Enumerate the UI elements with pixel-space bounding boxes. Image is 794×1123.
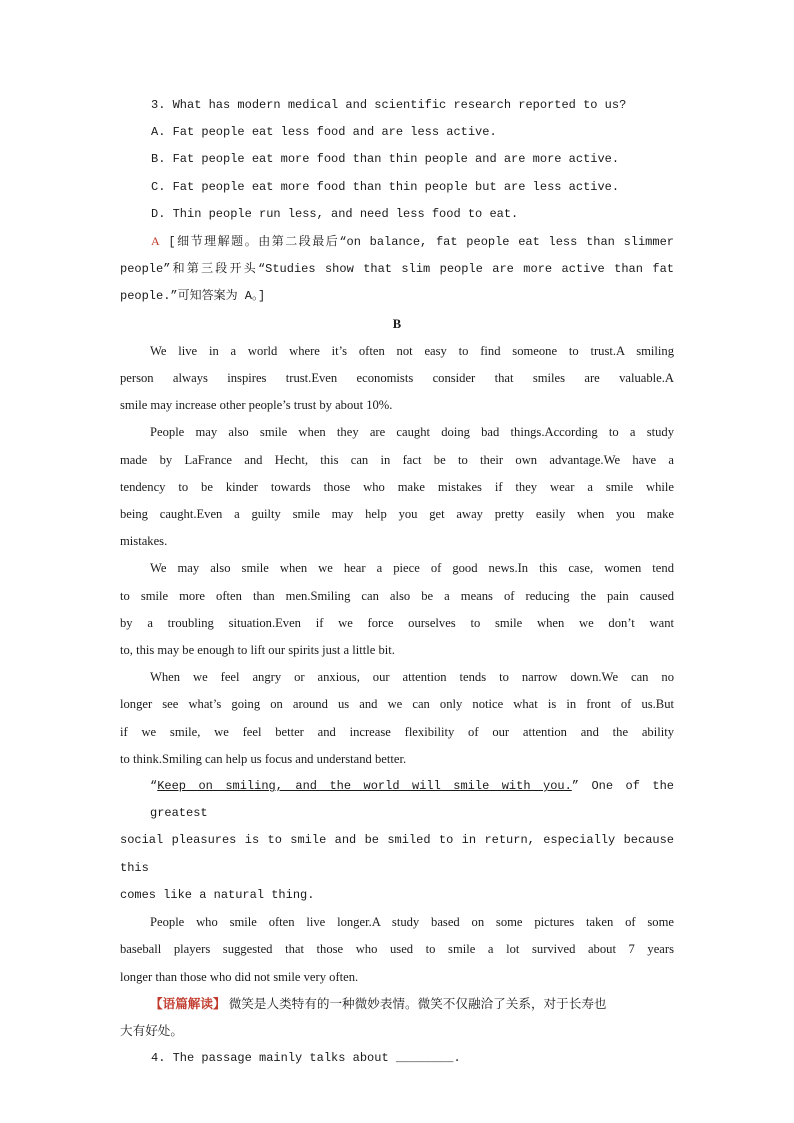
- option-a: A. Fat people eat less food and are less active.: [151, 125, 497, 140]
- reading-summary-line-1: 【语篇解读】 微笑是人类特有的一种微妙表情。微笑不仅融洽了关系，对于长寿也: [150, 996, 607, 1011]
- underlined-quote: Keep on smiling, and the world will smile with you.: [157, 779, 572, 794]
- paragraph-4-line: to think.Smiling can help us focus and understand better.: [120, 751, 407, 766]
- paragraph-5-line: social pleasures is to smile and be smiled to in return, especially because this: [120, 833, 674, 875]
- document-page: [120, 92, 674, 1072]
- option-d: D. Thin people run less, and need less food to eat.: [151, 206, 519, 221]
- paragraph-1-line: We live in a world where it’s often not easy to find someone to trust.A smiling: [150, 343, 674, 358]
- option-b: B. Fat people eat more food than thin people and are more active.: [151, 152, 620, 167]
- paragraph-6-line: People who smile often live longer.A study based on some pictures taken of some: [150, 915, 674, 930]
- paragraph-2-line: made by LaFrance and Hecht, this can in fact be to their own advantage.We have a: [120, 452, 674, 467]
- paragraph-4-line: longer see what’s going on around us and we can only notice what is in front of us.But: [120, 697, 674, 712]
- paragraph-1-line: person always inspires trust.Even economists consider that smiles are valuable.A: [120, 371, 674, 386]
- question-4: 4. The passage mainly talks about ________.: [151, 1051, 461, 1066]
- answer-explanation-line-1: A [细节理解题。由第二段最后“on balance, fat people eat less than slimmer: [151, 234, 674, 250]
- paragraph-3-line: by a troubling situation.Even if we force ourselves to smile when we don’t want: [120, 615, 674, 630]
- paragraph-2-line: tendency to be kinder towards those who make mistakes if they wear a smile while: [120, 479, 674, 494]
- paragraph-5-line: “Keep on smiling, and the world will smile with you.” One of the greatest: [150, 779, 674, 821]
- paragraph-3-line: to, this may be enough to lift our spirits just a little bit.: [120, 643, 395, 658]
- paragraph-3-line: We may also smile when we hear a piece of good news.In this case, women tend: [150, 561, 674, 576]
- quote-close: ”: [571, 779, 579, 794]
- paragraph-4-line: if we smile, we feel better and increase flexibility of our attention and the ability: [120, 724, 674, 739]
- answer-explanation-line-2: people”和第三段开头“Studies show that slim people are more active than fat: [120, 262, 674, 277]
- paragraph-2-line: People may also smile when they are caught doing bad things.According to a study: [150, 425, 674, 440]
- paragraph-2-line: being caught.Even a guilty smile may help you get away pretty easily when you make: [120, 507, 674, 522]
- answer-letter: A: [151, 234, 160, 249]
- paragraph-6-line: longer than those who did not smile very often.: [120, 969, 359, 984]
- paragraph-6-line: baseball players suggested that those who used to smile a lot survived about 7 years: [120, 942, 674, 957]
- reading-summary-line-2: 大有好处。: [120, 1023, 183, 1038]
- reading-tag: 【语篇解读】: [150, 996, 226, 1011]
- paragraph-2-line: mistakes.: [120, 534, 168, 549]
- paragraph-4-line: When we feel angry or anxious, our attention tends to narrow down.We can no: [150, 670, 674, 685]
- paragraph-1-line: smile may increase other people’s trust by about 10%.: [120, 398, 393, 413]
- paragraph-5-line: comes like a natural thing.: [120, 887, 315, 902]
- paragraph-3-line: to smile more often than men.Smiling can also be a means of reducing the pain caused: [120, 588, 674, 603]
- quote-open: “: [150, 779, 158, 794]
- question-3: 3. What has modern medical and scientific research reported to us?: [151, 98, 627, 112]
- section-title: B: [392, 316, 402, 331]
- answer-explanation-line-3: people.”可知答案为 A。]: [120, 289, 266, 304]
- option-c: C. Fat people eat more food than thin people but are less active.: [151, 179, 620, 194]
